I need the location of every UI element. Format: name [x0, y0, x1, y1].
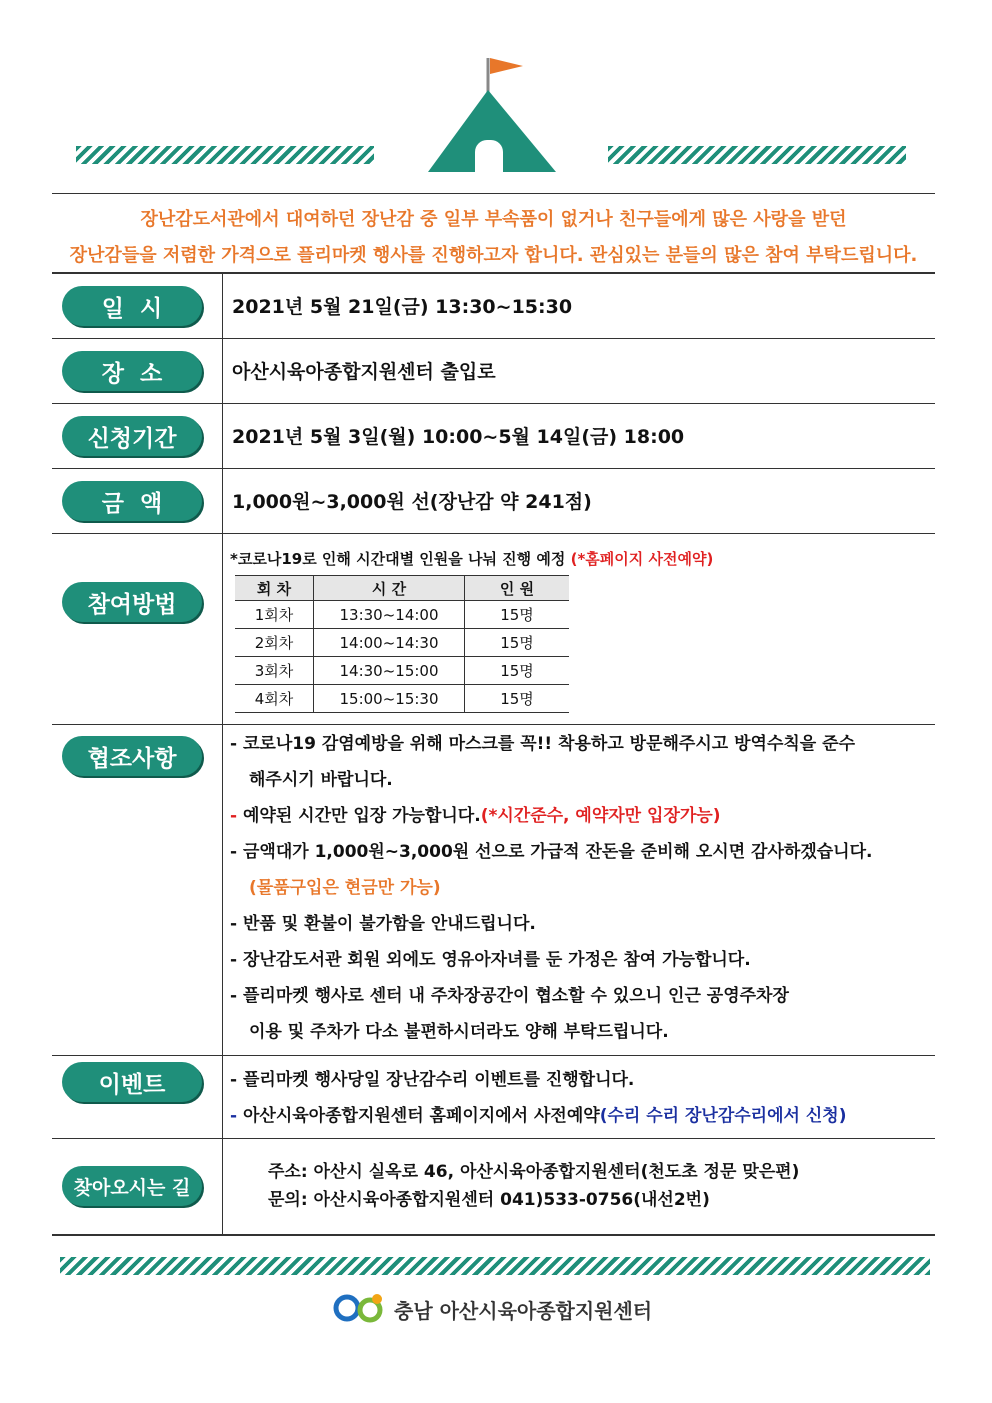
rule-row-5 — [52, 533, 935, 534]
address-text: 주소: 아산시 실옥로 46, 아산시육아종합지원센터(천도초 정문 맞은편) — [268, 1162, 800, 1182]
org-logo-icon — [330, 1292, 386, 1326]
method-note-text: *코로나19로 인해 시간대별 인원을 나눠 진행 예정 — [230, 550, 566, 568]
schedule-cell: 2회차 — [235, 629, 314, 657]
method-note — [230, 548, 713, 569]
intro-text — [52, 202, 935, 274]
schedule-header-count: 인 원 — [465, 576, 570, 601]
label-place: 장 소 — [62, 351, 202, 391]
list-item-text: 아산시육아종합지원센터 홈페이지에서 사전예약 — [242, 1106, 600, 1126]
cooperation-list — [230, 726, 872, 1050]
schedule-header-time: 시 간 — [314, 576, 465, 601]
rule-row-8 — [52, 1138, 935, 1139]
list-item: 이용 및 주차가 다소 불편하시더라도 양해 부탁드립니다. — [249, 1022, 669, 1042]
tent-flag-icon — [420, 50, 570, 178]
event-list — [230, 1062, 846, 1134]
value-apply-period: 2021년 5월 3일(월) 10:00~5월 14일(금) 18:00 — [232, 426, 685, 448]
org-name: 충남 아산시육아종합지원센터 — [394, 1298, 653, 1323]
schedule-header-session: 회 차 — [235, 576, 314, 601]
label-price: 금 액 — [62, 481, 202, 521]
schedule-cell: 15명 — [465, 685, 570, 713]
label-event: 이벤트 — [62, 1062, 202, 1102]
rule-row-9 — [52, 1234, 935, 1236]
rule-top — [52, 193, 935, 194]
rule-row-3 — [52, 403, 935, 404]
rule-column — [222, 273, 223, 1234]
list-item: - 장난감도서관 회원 외에도 영유아자녀를 둔 가정은 참여 가능합니다. — [230, 950, 751, 970]
intro-line-1: 장난감도서관에서 대여하던 장난감 중 일부 부속품이 없거나 친구들에게 많은 사랑을 받던 — [140, 209, 847, 230]
rule-row-2 — [52, 338, 935, 339]
footer — [330, 1292, 652, 1326]
contact-text: 문의: 아산시육아종합지원센터 041)533-0756(내선2번) — [268, 1190, 710, 1210]
list-item-red: (*시간준수, 예약자만 입장가능) — [480, 806, 721, 826]
value-date: 2021년 5월 21일(금) 13:30~15:30 — [232, 296, 573, 318]
schedule-cell: 15명 — [465, 629, 570, 657]
value-price: 1,000원~3,000원 선(장난감 약 241점) — [232, 491, 592, 513]
value-place: 아산시육아종합지원센터 출입로 — [232, 361, 496, 383]
schedule-cell: 15명 — [465, 657, 570, 685]
schedule-cell: 15:00~15:30 — [314, 685, 465, 713]
rule-row-6 — [52, 724, 935, 725]
intro-line-2: 장난감들을 저렴한 가격으로 플리마켓 행사를 진행하고자 합니다. 관심있는 분들의 많은 참여 부탁드립니다. — [69, 245, 918, 266]
label-method: 참여방법 — [62, 582, 202, 622]
rule-row-4 — [52, 468, 935, 469]
list-item — [230, 1098, 846, 1134]
table-row — [235, 601, 569, 629]
directions-info — [268, 1158, 799, 1214]
label-cooperation: 협조사항 — [62, 736, 202, 776]
schedule-table — [235, 575, 569, 713]
rule-row-1 — [52, 272, 935, 274]
rule-row-7 — [52, 1055, 935, 1056]
list-item: - 반품 및 환불이 불가함을 안내드립니다. — [230, 914, 536, 934]
schedule-cell: 14:30~15:00 — [314, 657, 465, 685]
list-item: 해주시기 바랍니다. — [249, 770, 393, 790]
label-directions: 찾아오시는 길 — [62, 1166, 202, 1206]
decor-hatch-right — [608, 146, 906, 164]
dash-blue: - — [230, 1106, 243, 1126]
schedule-cell: 15명 — [465, 601, 570, 629]
method-note-red: (*홈페이지 사전예약) — [570, 550, 714, 568]
list-item: - 플리마켓 행사당일 장난감수리 이벤트를 진행합니다. — [230, 1070, 635, 1090]
list-item-text: 예약된 시간만 입장 가능합니다. — [242, 806, 481, 826]
label-apply-period: 신청기간 — [62, 416, 202, 456]
dash-red: - — [230, 806, 243, 826]
list-item-blue: (수리 수리 장난감수리에서 신청) — [599, 1106, 847, 1126]
schedule-cell: 13:30~14:00 — [314, 601, 465, 629]
list-item: (물품구입은 현금만 가능) — [249, 878, 441, 898]
list-item: - 금액대가 1,000원~3,000원 선으로 가급적 잔돈을 준비해 오시면 감사하겠습니다. — [230, 842, 873, 862]
table-row — [235, 657, 569, 685]
list-item: - 코로나19 감염예방을 위해 마스크를 꼭!! 착용하고 방문해주시고 방역수칙을 준수 — [230, 734, 855, 754]
list-item: - 플리마켓 행사로 센터 내 주차장공간이 협소할 수 있으니 인근 공영주차장 — [230, 986, 789, 1006]
schedule-header-row — [235, 576, 569, 601]
schedule-cell: 1회차 — [235, 601, 314, 629]
table-row — [235, 629, 569, 657]
label-date: 일 시 — [62, 286, 202, 326]
table-row — [235, 685, 569, 713]
decor-hatch-bottom — [60, 1257, 930, 1275]
schedule-cell: 4회차 — [235, 685, 314, 713]
schedule-cell: 14:00~14:30 — [314, 629, 465, 657]
list-item — [230, 798, 872, 834]
decor-hatch-left — [76, 146, 374, 164]
schedule-cell: 3회차 — [235, 657, 314, 685]
